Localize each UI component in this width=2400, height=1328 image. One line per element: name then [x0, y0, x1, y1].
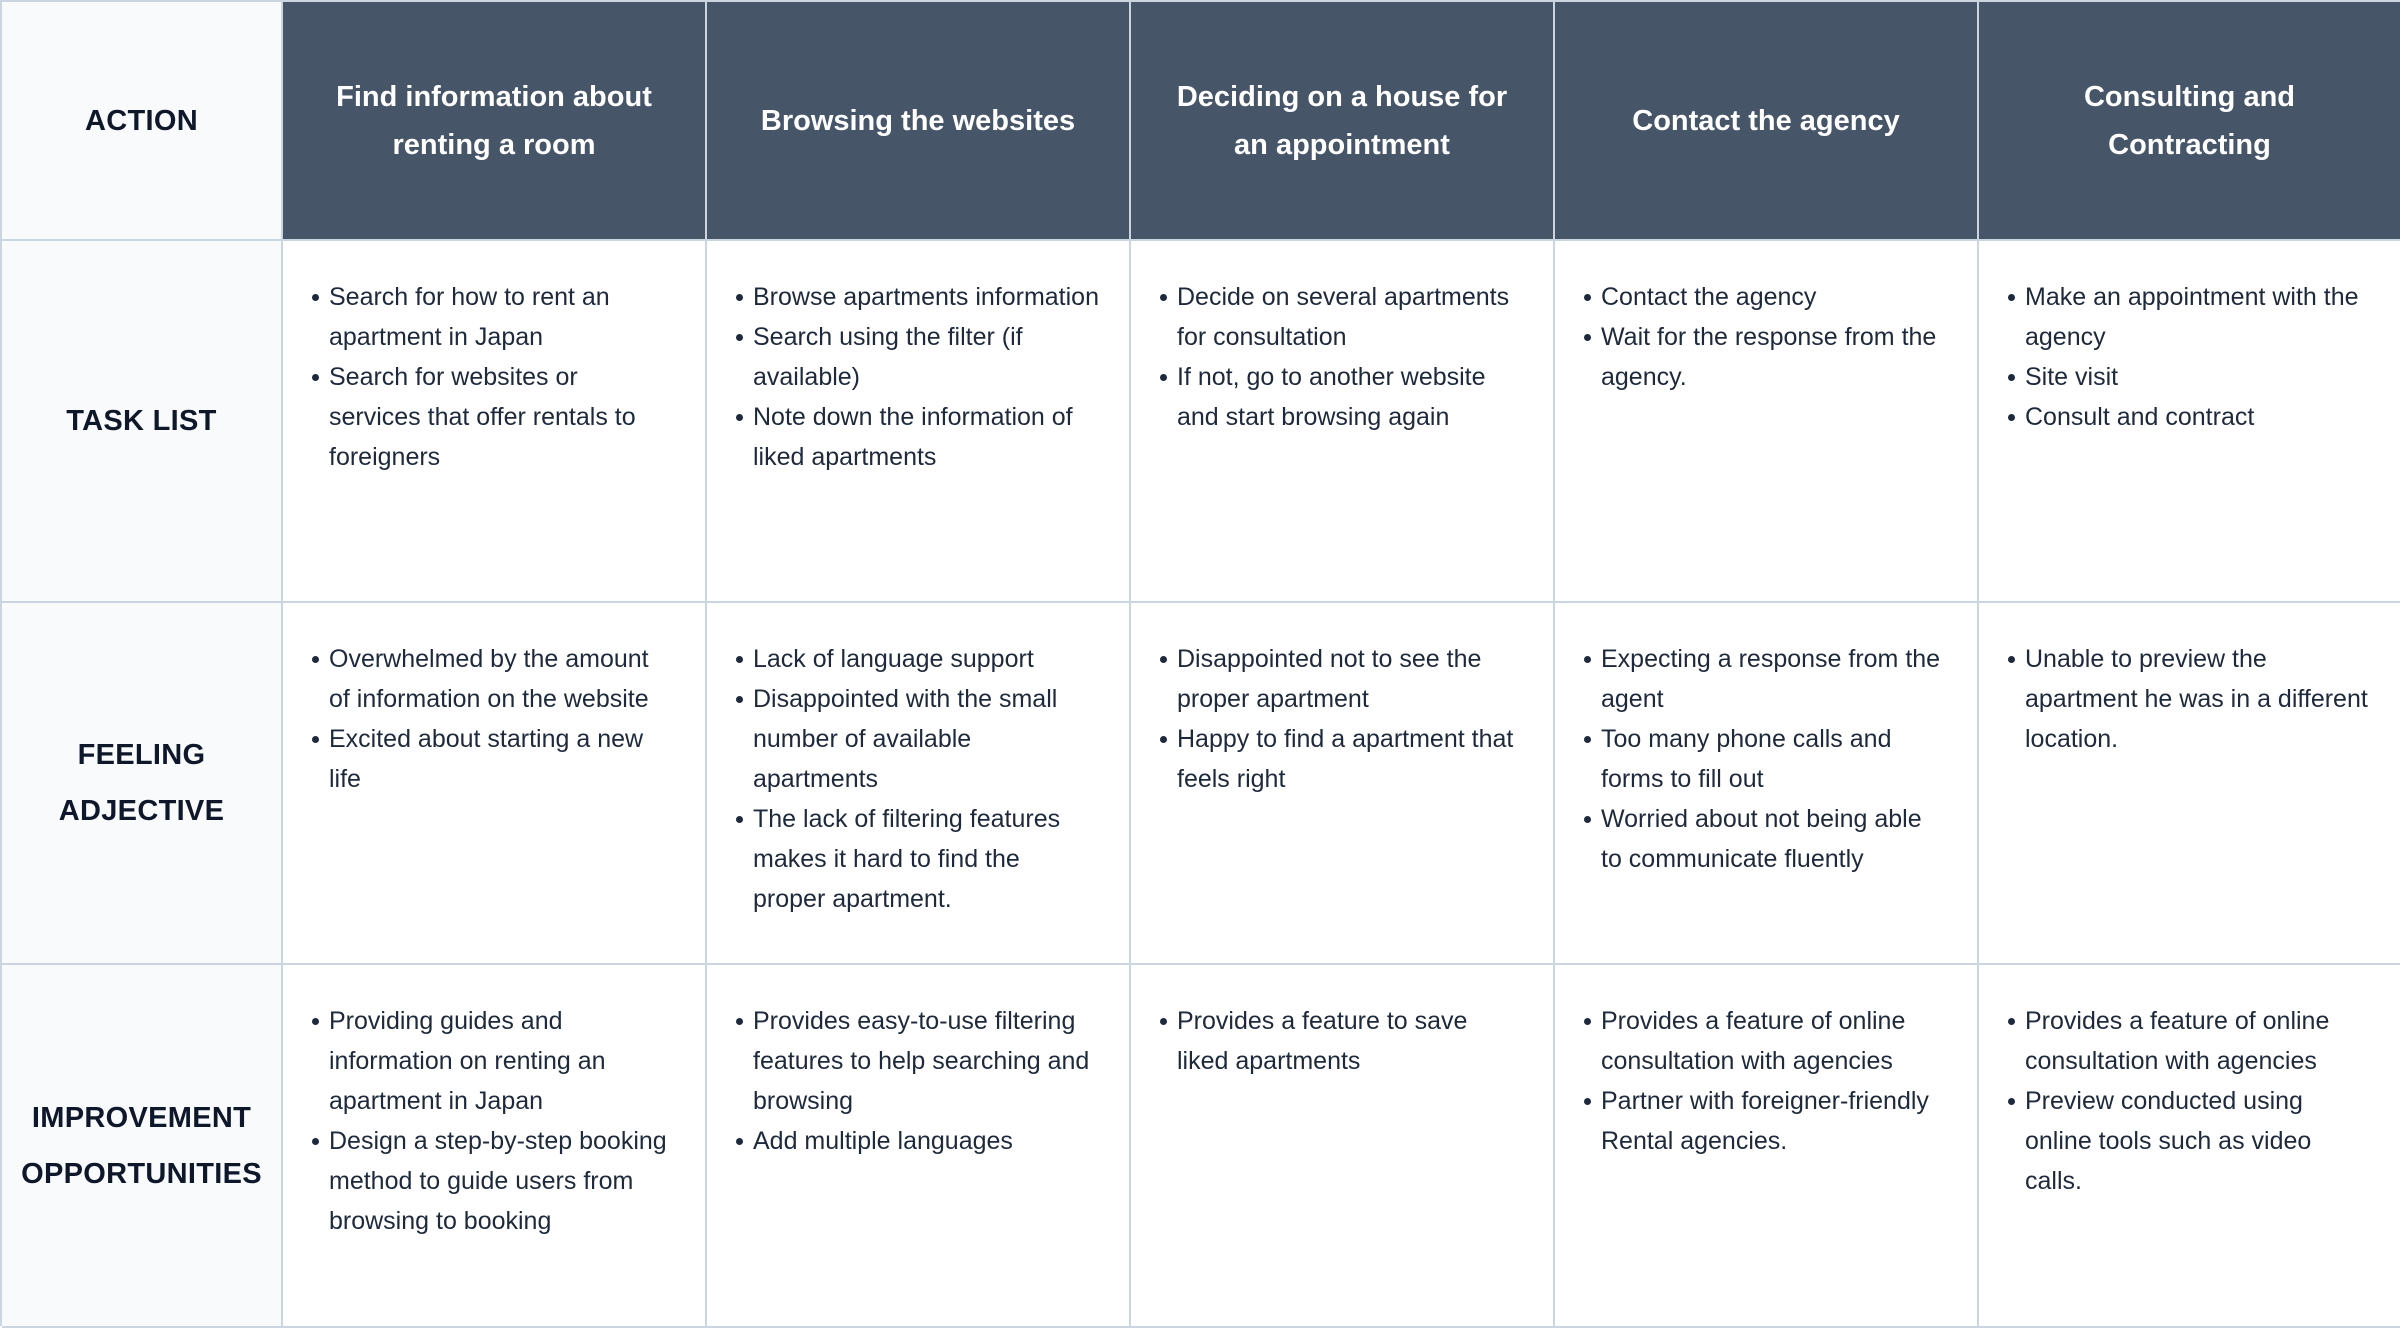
row-header-task-list: TASK LIST [2, 241, 283, 603]
task-list-cell [1979, 241, 2400, 603]
list-item: Partner with foreigner-friendly Rental agencies. [1601, 1081, 1947, 1161]
bullet-list [1579, 1001, 1947, 1161]
list-item: Add multiple languages [753, 1121, 1099, 1161]
bullet-list [1155, 1001, 1523, 1081]
list-item: If not, go to another website and start browsing again [1177, 357, 1523, 437]
column-header-deciding: Deciding on a house for an appointment [1131, 2, 1555, 241]
improvement-cell [283, 965, 707, 1328]
list-item: Design a step-by-step booking method to guide users from browsing to booking [329, 1121, 675, 1241]
list-item: Consult and contract [2025, 397, 2370, 437]
bullet-list [307, 277, 675, 477]
bullet-list [2003, 1001, 2370, 1201]
bullet-list [2003, 639, 2370, 759]
feeling-cell [1131, 603, 1555, 965]
list-item: Unable to preview the apartment he was in a different location. [2025, 639, 2370, 759]
list-item: Lack of language support [753, 639, 1099, 679]
feeling-cell [707, 603, 1131, 965]
list-item: Search using the filter (if available) [753, 317, 1099, 397]
bullet-list [1155, 639, 1523, 799]
list-item: Overwhelmed by the amount of information on the website [329, 639, 675, 719]
list-item: Contact the agency [1601, 277, 1947, 317]
list-item: Search for websites or services that offer rentals to foreigners [329, 357, 675, 477]
bullet-list [731, 639, 1099, 919]
list-item: Provides easy-to-use filtering features to help searching and browsing [753, 1001, 1099, 1121]
bullet-list [307, 639, 675, 799]
list-item: Provides a feature of online consultation with agencies [1601, 1001, 1947, 1081]
list-item: Note down the information of liked apartments [753, 397, 1099, 477]
list-item: Providing guides and information on renting an apartment in Japan [329, 1001, 675, 1121]
list-item: Provides a feature of online consultation with agencies [2025, 1001, 2370, 1081]
list-item: Make an appointment with the agency [2025, 277, 2370, 357]
improvement-cell [1979, 965, 2400, 1328]
list-item: Preview conducted using online tools such as video calls. [2025, 1081, 2370, 1201]
task-list-cell [1555, 241, 1979, 603]
bullet-list [1579, 277, 1947, 397]
list-item: Excited about starting a new life [329, 719, 675, 799]
bullet-list [731, 1001, 1099, 1161]
column-header-contact: Contact the agency [1555, 2, 1979, 241]
column-header-consulting: Consulting and Contracting [1979, 2, 2400, 241]
feeling-cell [283, 603, 707, 965]
bullet-list [1579, 639, 1947, 879]
list-item: Wait for the response from the agency. [1601, 317, 1947, 397]
improvement-cell [1131, 965, 1555, 1328]
bullet-list [307, 1001, 675, 1241]
task-list-cell [283, 241, 707, 603]
feeling-cell [1555, 603, 1979, 965]
list-item: Disappointed with the small number of available apartments [753, 679, 1099, 799]
bullet-list [731, 277, 1099, 477]
row-header-feeling-adjective: FEELING ADJECTIVE [2, 603, 283, 965]
list-item: Worried about not being able to communicate fluently [1601, 799, 1947, 879]
bullet-list [2003, 277, 2370, 437]
column-header-find-info: Find information about renting a room [283, 2, 707, 241]
improvement-cell [1555, 965, 1979, 1328]
list-item: Expecting a response from the agent [1601, 639, 1947, 719]
list-item: Disappointed not to see the proper apartment [1177, 639, 1523, 719]
list-item: The lack of filtering features makes it hard to find the proper apartment. [753, 799, 1099, 919]
feeling-cell [1979, 603, 2400, 965]
list-item: Decide on several apartments for consultation [1177, 277, 1523, 357]
task-list-cell [1131, 241, 1555, 603]
column-header-browsing: Browsing the websites [707, 2, 1131, 241]
bullet-list [1155, 277, 1523, 437]
list-item: Site visit [2025, 357, 2370, 397]
improvement-cell [707, 965, 1131, 1328]
task-list-cell [707, 241, 1131, 603]
list-item: Too many phone calls and forms to fill out [1601, 719, 1947, 799]
list-item: Search for how to rent an apartment in Japan [329, 277, 675, 357]
list-item: Browse apartments information [753, 277, 1099, 317]
row-header-improvement-opportunities: IMPROVEMENT OPPORTUNITIES [2, 965, 283, 1328]
corner-header: ACTION [2, 2, 283, 241]
list-item: Provides a feature to save liked apartments [1177, 1001, 1523, 1081]
list-item: Happy to find a apartment that feels right [1177, 719, 1523, 799]
